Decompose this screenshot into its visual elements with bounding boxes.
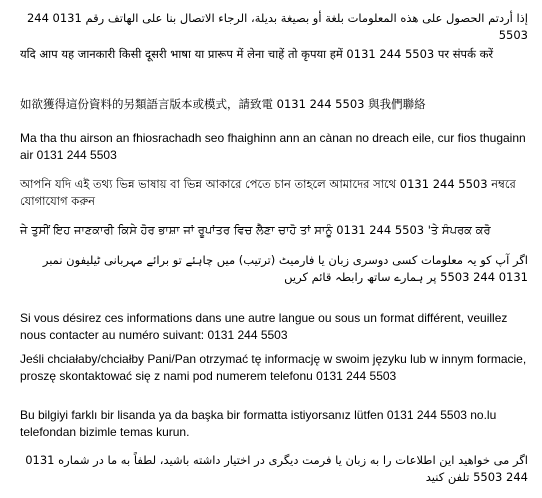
paragraph-french: Si vous désirez ces informations dans une autre langue ou sous un format différent, veuillez nous contacter au numéro suivant: 0131 244 5503 <box>20 311 508 342</box>
paragraph-polish: Jeśli chciałaby/chciałby Pani/Pan otrzymać tę informację w swoim języku lub w innym formacie, proszę skontaktować się z nami pod numerem telefonu 0131 244 5503 <box>20 352 527 383</box>
paragraph-hindi: यदि आप यह जानकारी किसी दूसरी भाषा या प्रारूप में लेना चाहें तो कृपया हमें 0131 244 5503 पर संपर्क करें <box>20 47 494 61</box>
paragraph-gaelic: Ma tha thu airson an fhiosrachadh seo fhaighinn ann an cànan no dreach eile, cur fios thugainn air 0131 244 5503 <box>20 131 526 162</box>
paragraph-turkish: Bu bilgiyi farklı bir lisanda ya da başka bir formatta istiyorsanız lütfen 0131 244 5503 no.lu telefondan bizimle temas kurun. <box>20 408 497 439</box>
paragraph-punjabi: ਜੇ ਤੁਸੀਂ ਇਹ ਜਾਣਕਾਰੀ ਕਿਸੇ ਹੋਰ ਭਾਸ਼ਾ ਜਾਂ ਰੂਪਾਂਤਰ ਵਿਚ ਲੈਣਾ ਚਾਹੋ ਤਾਂ ਸਾਨੂੰ 0131 244 5503 'ਤੇ ਸੰਪਰਕ ਕਰੋ <box>20 223 491 237</box>
paragraph-chinese: 如欲獲得這份資料的另類語言版本或模式，請致電 0131 244 5503 與我們聯絡 <box>20 97 426 111</box>
paragraph-urdu: اگر آپ کو یہ معلومات کسی دوسری زبان یا فارمیٹ (ترتیب) میں چاہئے تو برائے مہربانی ٹیلیفون نمبر 0131 244 5503 پر ہمارے ساتھ رابطہ قائم کریں <box>42 253 528 284</box>
paragraph-arabic: إذا أردتم الحصول على هذه المعلومات بلغة أو بصيغة بديلة، الرجاء الاتصال بنا على الهاتف رقم 0131 244 5503 <box>26 11 528 42</box>
paragraph-bengali: আপনি যদি এই তথ্য ভিন্ন ভাষায় বা ভিন্ন আকারে পেতে চান তাহলে আমাদের সাথে 0131 244 5503 নম্বরে যোগাযোগ করুন <box>20 177 516 208</box>
paragraph-farsi: اگر می خواهید این اطلاعات را به زبان یا فرمت دیگری در اختیار داشته باشید، لطفاً به ما در شماره 0131 244 5503 تلفن کنید <box>25 453 528 484</box>
